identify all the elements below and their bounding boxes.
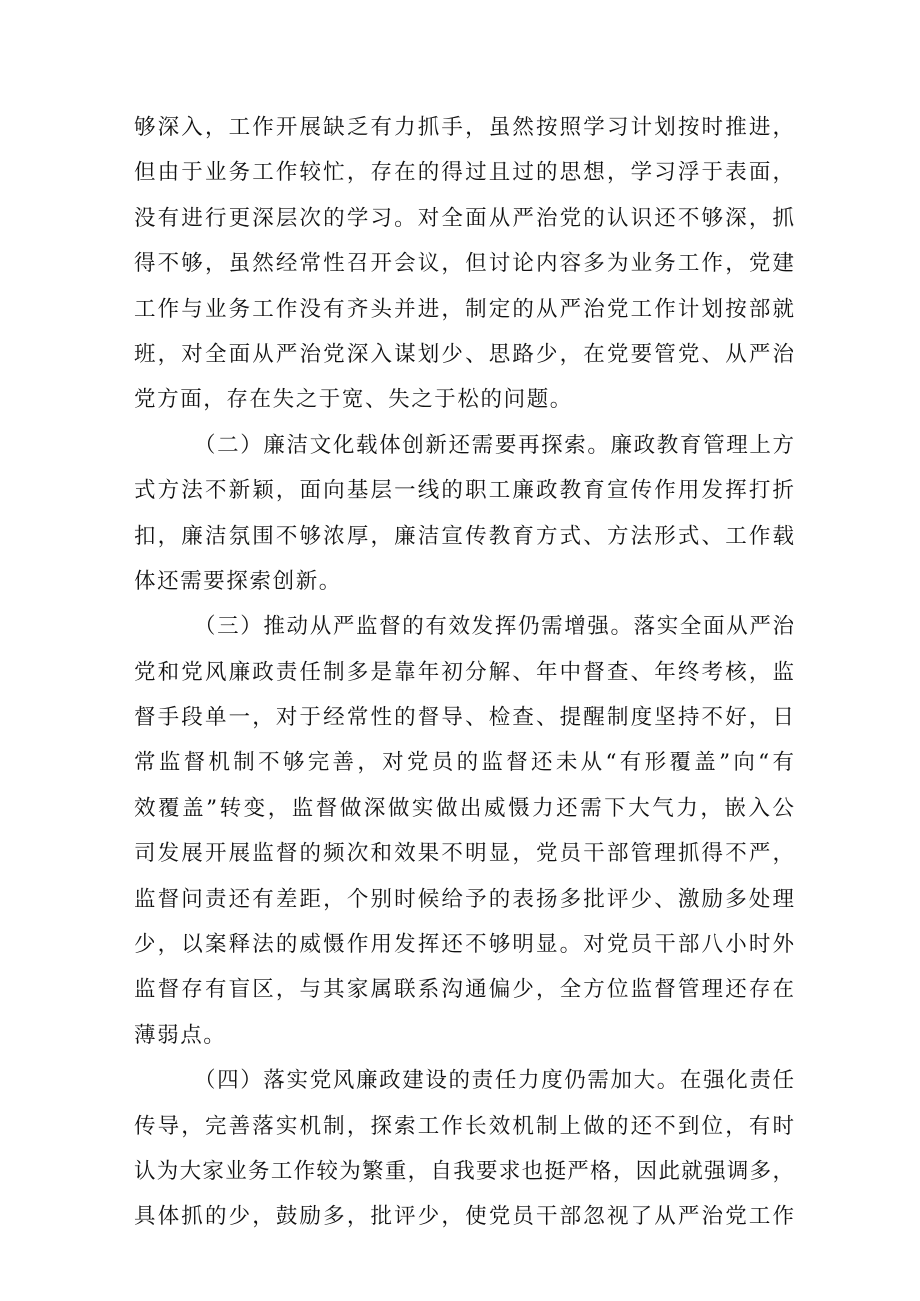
paragraph-1 — [134, 105, 794, 423]
text-line: 认为大家业务工作较为繁重，自我要求也挺严格，因此就强调多， — [134, 1158, 794, 1184]
document-page — [134, 105, 794, 1240]
text-line: （三）推动从严监督的有效发挥仍需增强。落实全面从严治 — [194, 614, 794, 640]
text-line: 党和党风廉政责任制多是靠年初分解、年中督查、年终考核，监 — [134, 659, 794, 685]
text-line: 工作与业务工作没有齐头并进，制定的从严治党工作计划按部就 — [134, 296, 794, 322]
text-line: 党方面，存在失之于宽、失之于松的问题。 — [134, 387, 573, 413]
text-line: （四）落实党风廉政建设的责任力度仍需加大。在强化责任 — [194, 1068, 794, 1094]
text-line: 体还需要探索创新。 — [134, 568, 342, 594]
text-line: 具体抓的少，鼓励多，批评少，使党员干部忽视了从严治党工作 — [134, 1204, 794, 1230]
paragraph-3 — [134, 604, 794, 1058]
text-line: 但由于业务工作较忙，存在的得过且过的思想，学习浮于表面， — [134, 160, 794, 186]
text-line: 司发展开展监督的频次和效果不明显，党员干部管理抓得不严， — [134, 841, 794, 867]
text-line: （二）廉洁文化载体创新还需要再探索。廉政教育管理上方 — [194, 432, 794, 458]
text-line: 够深入，工作开展缺乏有力抓手，虽然按照学习计划按时推进， — [134, 115, 794, 140]
paragraph-2 — [134, 423, 794, 605]
text-line: 薄弱点。 — [134, 1022, 227, 1048]
text-line: 少，以案释法的威慑作用发挥还不够明显。对党员干部八小时外 — [134, 932, 794, 958]
text-line: 监督存有盲区，与其家属联系沟通偏少，全方位监督管理还存在 — [134, 977, 794, 1003]
paragraph-4 — [134, 1058, 794, 1240]
text-line: 式方法不新颖，面向基层一线的职工廉政教育宣传作用发挥打折 — [134, 478, 794, 504]
text-line: 常监督机制不够完善，对党员的监督还未从“有形覆盖”向“有 — [134, 750, 794, 776]
text-line: 没有进行更深层次的学习。对全面从严治党的认识还不够深，抓 — [134, 205, 794, 231]
text-line: 得不够，虽然经常性召开会议，但讨论内容多为业务工作，党建 — [134, 251, 794, 277]
text-line: 传导，完善落实机制，探索工作长效机制上做的还不到位，有时 — [134, 1113, 794, 1139]
text-line: 督手段单一，对于经常性的督导、检查、提醒制度坚持不好，日 — [134, 705, 794, 731]
text-line: 效覆盖”转变，监督做深做实做出威慑力还需下大气力，嵌入公 — [134, 795, 794, 821]
text-line: 班，对全面从严治党深入谋划少、思路少，在党要管党、从严治 — [134, 341, 794, 367]
text-line: 扣，廉洁氛围不够浓厚，廉洁宣传教育方式、方法形式、工作载 — [134, 523, 794, 549]
text-line: 监督问责还有差距，个别时候给予的表扬多批评少、激励多处理 — [134, 886, 794, 912]
